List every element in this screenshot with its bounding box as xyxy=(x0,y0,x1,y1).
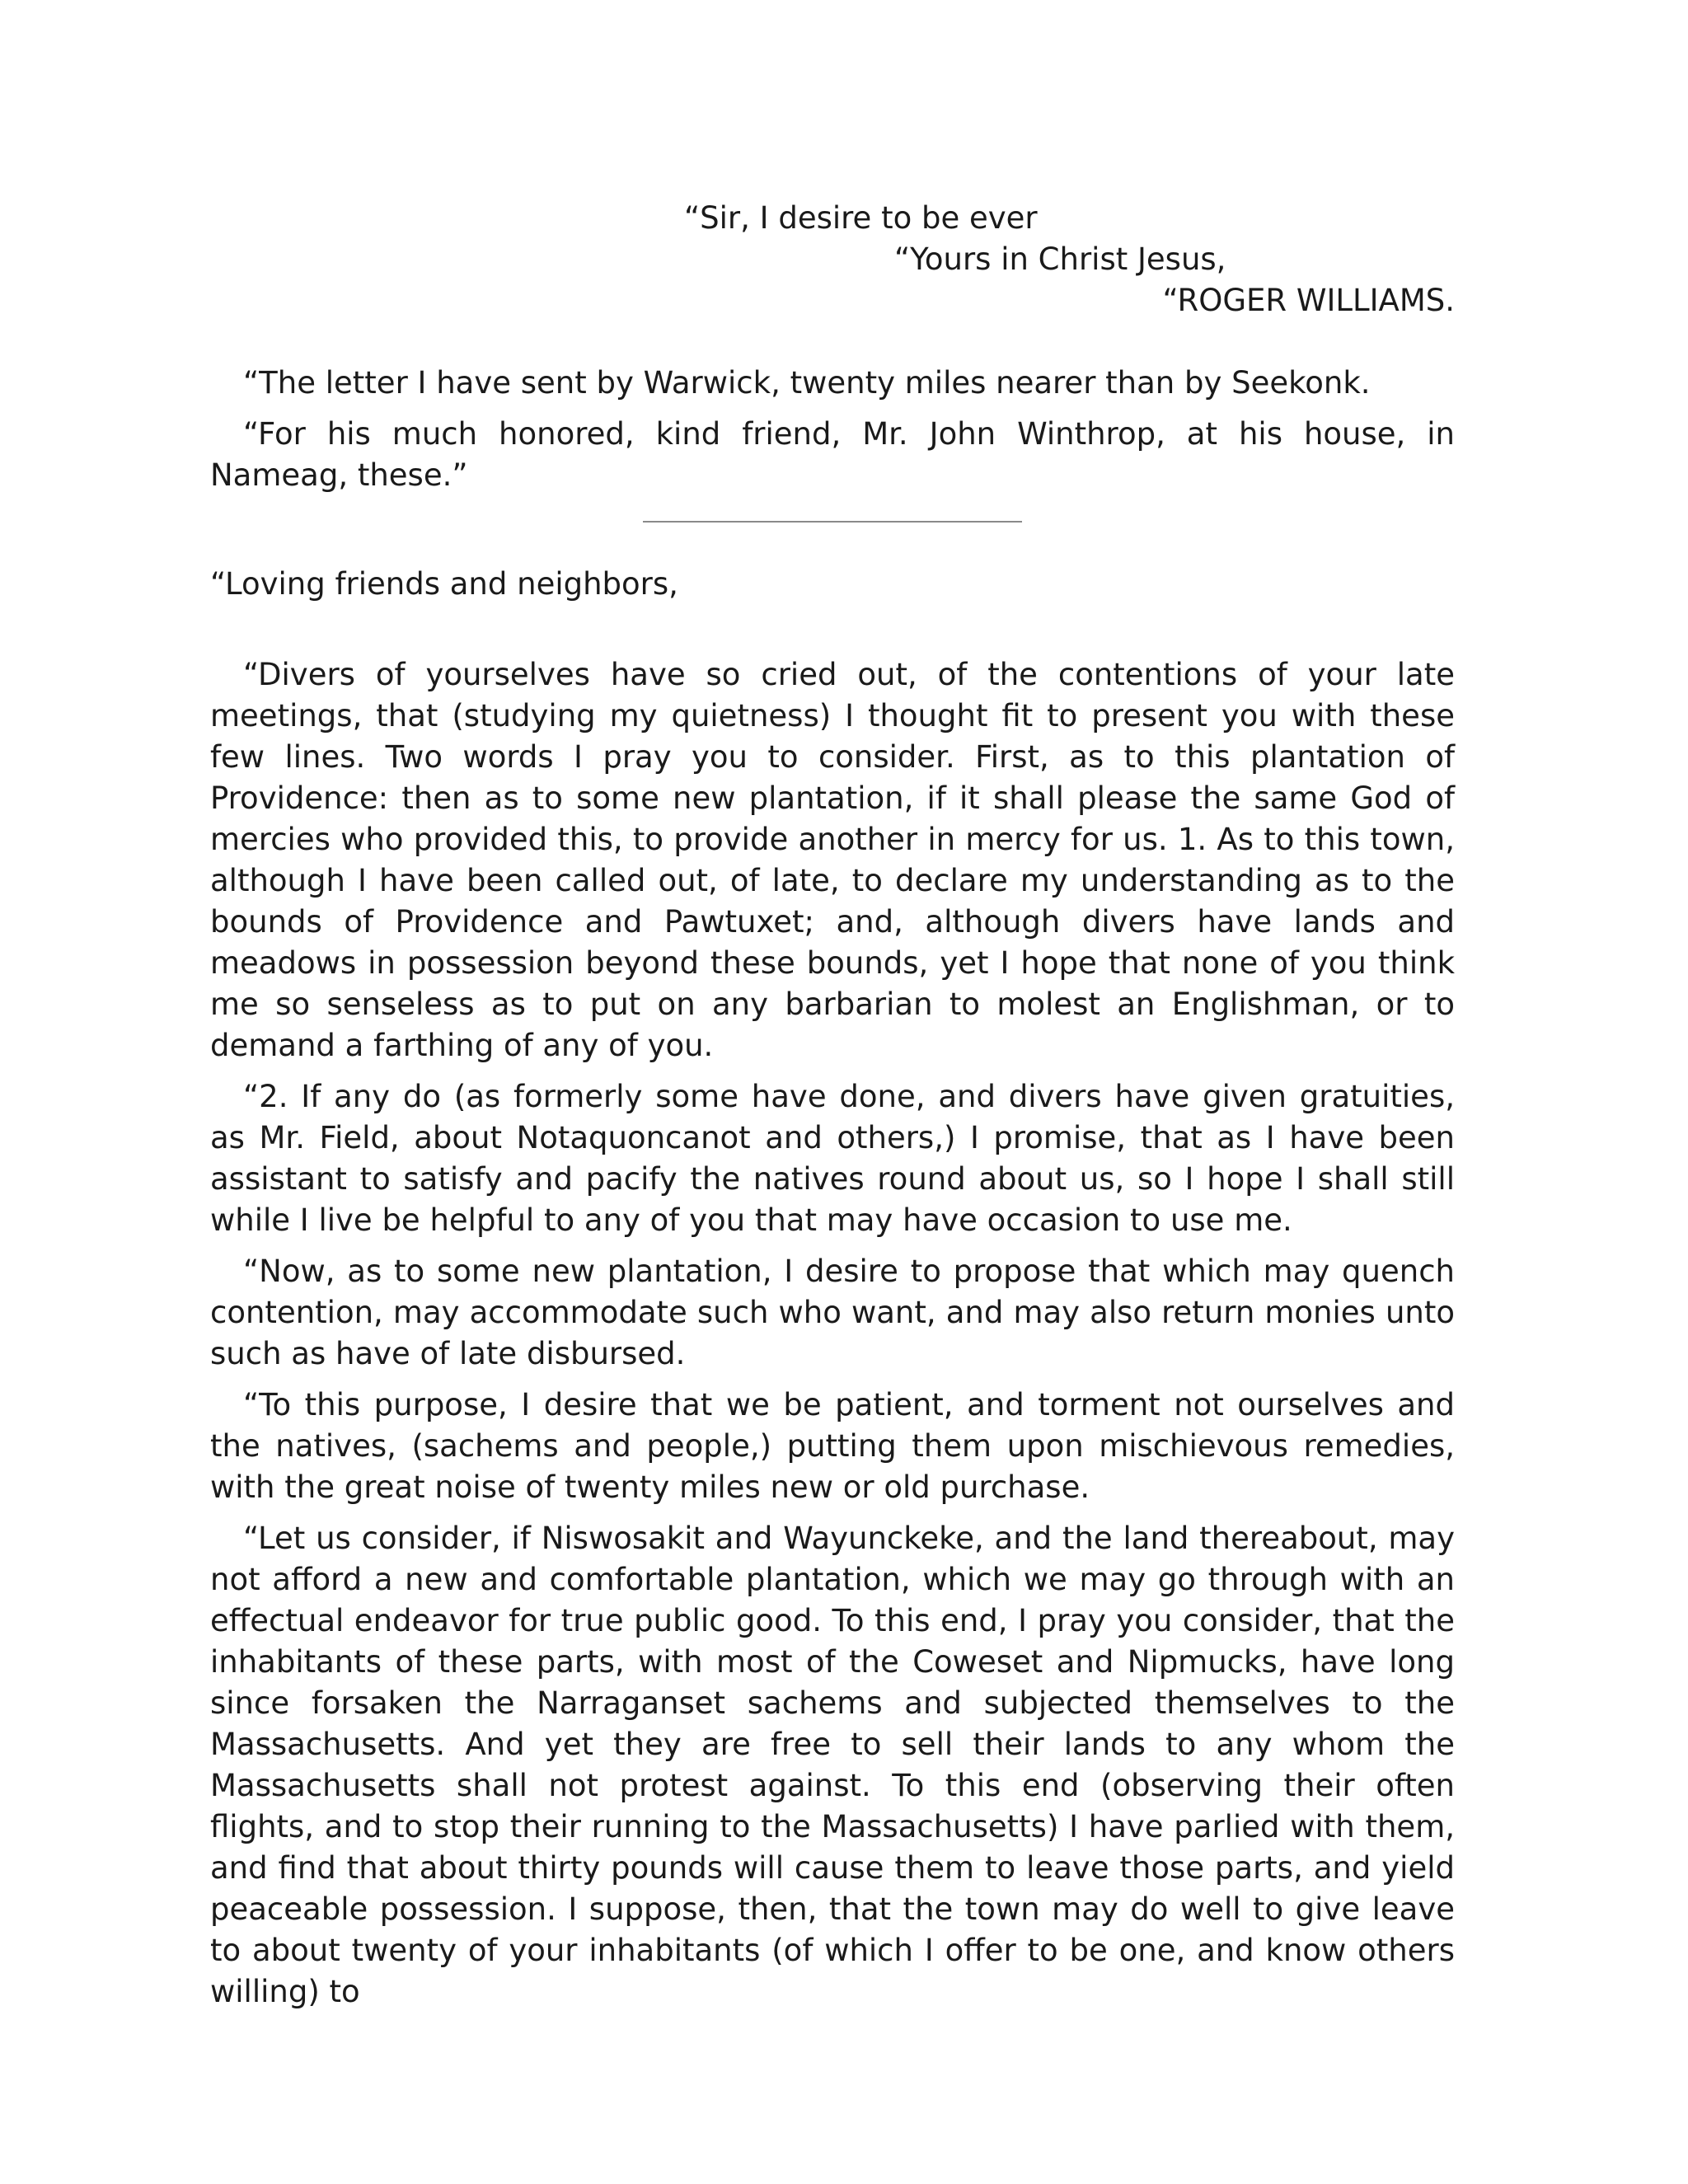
letter-closing xyxy=(210,198,1455,321)
signature: “ROGER WILLIAMS. xyxy=(1162,283,1455,318)
document-page xyxy=(210,198,1455,2022)
closing-line-2: “Yours in Christ Jesus, xyxy=(894,241,1226,277)
spacer xyxy=(210,321,1455,363)
paragraph-3: “Now, as to some new plantation, I desire to propose that which may quench contention, may accommodate such who want, and may also return monies unto such as have of late disbursed. xyxy=(210,1254,1455,1371)
postscript-2: “For his much honored, kind friend, Mr. John Winthrop, at his house, in Nameag, these.” xyxy=(210,416,1455,493)
closing-line-1: “Sir, I desire to be ever xyxy=(684,200,1038,236)
paragraph-4: “To this purpose, I desire that we be patient, and torment not ourselves and the natives, (sachems and people,) putting them upon mischievous remedies, with the great noise of twenty miles new or old purchase. xyxy=(210,1387,1455,1505)
paragraph-2: “2. If any do (as formerly some have done, and divers have given gratuities, as Mr. Field, about Notaquoncanot and others,) I promise, that as I have been assistant to satisfy and pacify the natives round about us, so I hope I shall still while I live be helpful to any of you that may have occasion to use me. xyxy=(210,1079,1455,1238)
postscript-1: “The letter I have sent by Warwick, twenty miles nearer than by Seekonk. xyxy=(243,365,1371,401)
paragraph-1: “Divers of yourselves have so cried out, of the contentions of your late meetings, that (studying my quietness) I thought fit to present you with these few lines. Two words I pray you to consider. First, as to this plantation of Providence: then as to some new plantation, if it shall please the same God of mercies who provided this, to provide another in mercy for us. 1. As to this town, although I have been called out, of late, to declare my understanding as to the bounds of Providence and Pawtuxet; and, although divers have lands and meadows in possession beyond these bounds, yet I hope that none of you think me so senseless as to put on any barbarian to molest an Englishman, or to demand a farthing of any of you. xyxy=(210,657,1455,1063)
section-divider xyxy=(643,521,1022,523)
paragraph-5: “Let us consider, if Niswosakit and Wayunckeke, and the land thereabout, may not afford a new and comfortable plantation, which we may go through with an effectual endeavor for true public good. To this end, I pray you consider, that the inhabitants of these parts, with most of the Coweset and Nipmucks, have long since forsaken the Narraganset sachems and subjected themselves to the Massachusetts. And yet they are free to sell their lands to any whom the Massachusetts shall not protest against. To this end (observing their often flights, and to stop their running to the Massachusetts) I have parlied with them, and find that about thirty pounds will cause them to leave those parts, and yield peaceable possession. I suppose, then, that the town may do well to give leave to about twenty of your inhabitants (of which I offer to be one, and know others willing) to xyxy=(210,1521,1455,2009)
letter-greeting: “Loving friends and neighbors, xyxy=(210,566,678,602)
